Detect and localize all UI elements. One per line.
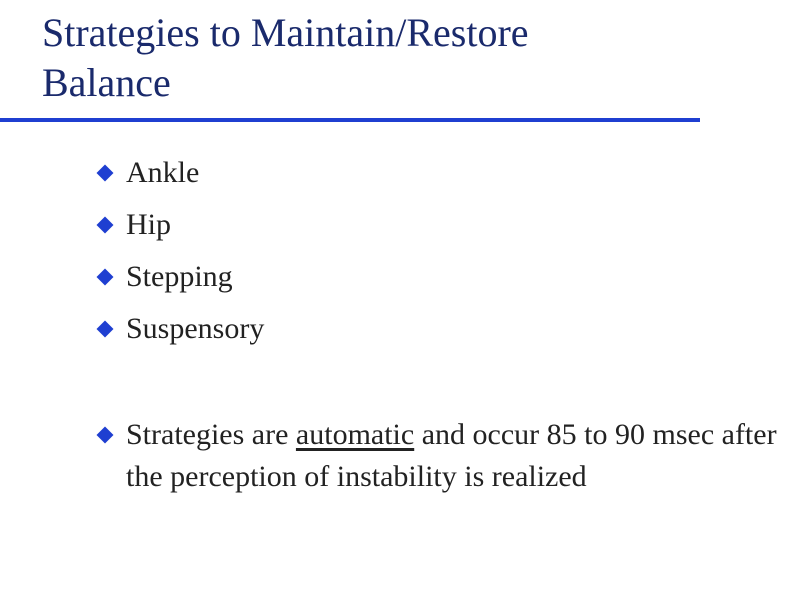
bullet-item-strategy-note xyxy=(96,414,786,498)
bullet-text: Stepping xyxy=(126,260,233,293)
diamond-bullet-icon xyxy=(97,321,114,338)
diamond-bullet-icon xyxy=(97,165,114,182)
bullet-text: Suspensory xyxy=(126,312,265,345)
note-underlined-word: automatic xyxy=(295,418,415,451)
bullet-text: Ankle xyxy=(126,156,200,189)
diamond-bullet-icon xyxy=(97,269,114,286)
bullet-item-suspensory xyxy=(96,308,786,350)
note-suffix: and occur 85 to 90 msec after the perception of instability is realized xyxy=(126,418,777,493)
bullet-item-hip xyxy=(96,204,786,246)
diamond-bullet-icon xyxy=(97,427,114,444)
title-underline xyxy=(0,118,700,122)
bullet-text: Hip xyxy=(126,208,171,241)
diamond-bullet-icon xyxy=(97,217,114,234)
slide-title xyxy=(42,8,722,108)
bullet-item-stepping xyxy=(96,256,786,298)
bullet-item-ankle xyxy=(96,152,786,194)
slide-title-line-1: Strategies to Maintain/Restore xyxy=(42,10,529,55)
slide-title-line-2: Balance xyxy=(42,60,171,105)
note-prefix: Strategies are xyxy=(126,418,296,451)
bullet-list xyxy=(96,152,786,508)
